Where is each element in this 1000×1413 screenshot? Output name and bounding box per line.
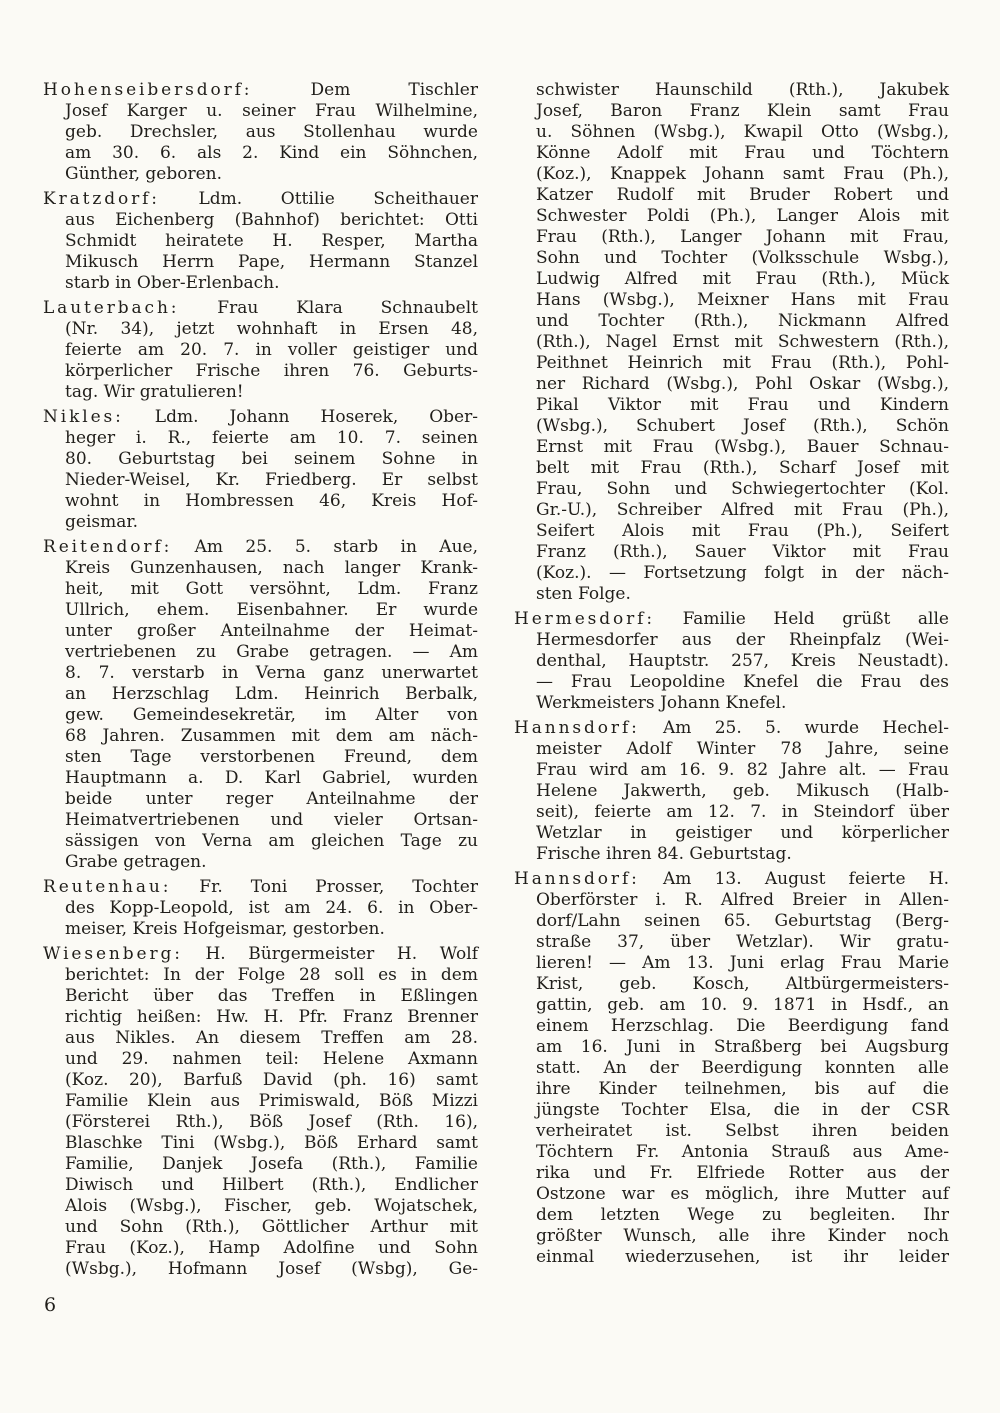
text-line: an Herzschlag Ldm. Heinrich Berbalk, bbox=[65, 684, 478, 704]
page-number: 6 bbox=[44, 1294, 57, 1316]
text-line: Kreis Gunzenhausen, nach langer Krank- bbox=[65, 558, 478, 578]
text-line: Peithnet Heinrich mit Frau (Rth.), Pohl- bbox=[536, 353, 949, 373]
text-line: Töchtern Fr. Antonia Strauß aus Ame- bbox=[536, 1142, 949, 1162]
text-line: geb. Drechsler, aus Stollenhau wurde bbox=[65, 122, 478, 142]
text-line: Hannsdorf: Am 13. August feierte H. bbox=[514, 869, 949, 889]
text-line: meister Adolf Winter 78 Jahre, seine bbox=[536, 739, 949, 759]
news-entry bbox=[43, 944, 478, 1280]
text-line: Pikal Viktor mit Frau und Kindern bbox=[536, 395, 949, 415]
text-line: Lauterbach: Frau Klara Schnaubelt bbox=[43, 298, 478, 318]
text-line: Oberförster i. R. Alfred Breier in Allen- bbox=[536, 890, 949, 910]
text-line: Ostzone war es möglich, ihre Mutter auf bbox=[536, 1184, 949, 1204]
text-line: Familie Klein aus Primiswald, Böß Mizzi bbox=[65, 1091, 478, 1111]
text-line: einem Herzschlag. Die Beerdigung fand bbox=[536, 1016, 949, 1036]
text-line: (Koz.). — Fortsetzung folgt in der näch- bbox=[536, 563, 949, 583]
text-line: heger i. R., feierte am 10. 7. seinen bbox=[65, 428, 478, 448]
text-line: belt mit Frau (Rth.), Scharf Josef mit bbox=[536, 458, 949, 478]
text-line: Frische ihren 84. Geburtstag. bbox=[536, 844, 792, 864]
text-line: feierte am 20. 7. in voller geistiger und bbox=[65, 340, 478, 360]
text-line: Werkmeisters Johann Knefel. bbox=[536, 693, 787, 713]
text-line: (Koz. 20), Barfuß David (ph. 16) samt bbox=[65, 1070, 478, 1090]
text-line: größter Wunsch, alle ihre Kinder noch bbox=[536, 1226, 949, 1246]
news-entry bbox=[514, 869, 949, 1268]
text-line: Blaschke Tini (Wsbg.), Böß Erhard samt bbox=[65, 1133, 478, 1153]
text-line: Krist, geb. Kosch, Altbürgermeisters- bbox=[536, 974, 949, 994]
text-line: geismar. bbox=[65, 512, 139, 532]
text-line: Gr.-U.), Schreiber Alfred mit Frau (Ph.), bbox=[536, 500, 949, 520]
text-line: aus Eichenberg (Bahnhof) berichtet: Otti bbox=[65, 210, 478, 230]
text-line: Franz (Rth.), Sauer Viktor mit Frau bbox=[536, 542, 949, 562]
text-line: denthal, Hauptstr. 257, Kreis Neustadt). bbox=[536, 651, 949, 671]
text-line: und Tochter (Rth.), Nickmann Alfred bbox=[536, 311, 949, 331]
text-line: Frau, Sohn und Schwiegertochter (Kol. bbox=[536, 479, 949, 499]
text-line: straße 37, über Wetzlar). Wir gratu- bbox=[536, 932, 949, 952]
text-line: Grabe getragen. bbox=[65, 852, 207, 872]
text-line: Nieder-Weisel, Kr. Friedberg. Er selbst bbox=[65, 470, 478, 490]
news-entry bbox=[43, 537, 478, 873]
entry-head: Kratzdorf: bbox=[43, 189, 160, 209]
news-entry bbox=[43, 189, 478, 294]
entry-head: Nikles: bbox=[43, 407, 124, 427]
text-line: Schwester Poldi (Ph.), Langer Alois mit bbox=[536, 206, 949, 226]
text-line: am 30. 6. als 2. Kind ein Söhnchen, bbox=[65, 143, 478, 163]
text-line: 80. Geburtstag bei seinem Sohne in bbox=[65, 449, 478, 469]
entry-head: Wiesenberg: bbox=[43, 944, 183, 964]
text-line: und 29. nahmen teil: Helene Axmann bbox=[65, 1049, 478, 1069]
text-line: Hermesdorfer aus der Rheinpfalz (Wei- bbox=[536, 630, 949, 650]
text-line: Kratzdorf: Ldm. Ottilie Scheithauer bbox=[43, 189, 478, 209]
text-line: u. Söhnen (Wsbg.), Kwapil Otto (Wsbg.), bbox=[536, 122, 949, 142]
text-line: Bericht über das Treffen in Eßlingen bbox=[65, 986, 478, 1006]
text-line: Seifert Alois mit Frau (Ph.), Seifert bbox=[536, 521, 949, 541]
entry-head: Hannsdorf: bbox=[514, 869, 640, 889]
news-entry bbox=[514, 80, 949, 605]
text-line: Reutenhau: Fr. Toni Prosser, Tochter bbox=[43, 877, 478, 897]
text-line: am 16. Juni in Straßberg bei Augsburg bbox=[536, 1037, 949, 1057]
text-line: Mikusch Herrn Pape, Hermann Stanzel bbox=[65, 252, 478, 272]
text-line: sässigen von Verna am gleichen Tage zu bbox=[65, 831, 478, 851]
text-line: Alois (Wsbg.), Fischer, geb. Wojatschek, bbox=[65, 1196, 478, 1216]
column-right bbox=[514, 80, 949, 1268]
text-line: wohnt in Hombressen 46, Kreis Hof- bbox=[65, 491, 478, 511]
text-line: (Försterei Rth.), Böß Josef (Rth. 16), bbox=[65, 1112, 478, 1132]
text-line: richtig heißen: Hw. H. Pfr. Franz Brenner bbox=[65, 1007, 478, 1027]
text-line: — Frau Leopoldine Knefel die Frau des bbox=[536, 672, 949, 692]
text-line: aus Nikles. An diesem Treffen am 28. bbox=[65, 1028, 478, 1048]
text-line: Sohn und Tochter (Volksschule Wsbg.), bbox=[536, 248, 949, 268]
column-left bbox=[43, 80, 478, 1280]
text-line: seit), feierte am 12. 7. in Steindorf über bbox=[536, 802, 949, 822]
text-line: und Sohn (Rth.), Göttlicher Arthur mit bbox=[65, 1217, 478, 1237]
text-line: gew. Gemeindesekretär, im Alter von bbox=[65, 705, 478, 725]
text-line: des Kopp-Leopold, ist am 24. 6. in Ober- bbox=[65, 898, 478, 918]
entry-head: Hohenseibersdorf: bbox=[43, 80, 253, 100]
text-line: (Nr. 34), jetzt wohnhaft in Ersen 48, bbox=[65, 319, 478, 339]
text-line: Frau (Koz.), Hamp Adolfine und Sohn bbox=[65, 1238, 478, 1258]
text-line: Hermesdorf: Familie Held grüßt alle bbox=[514, 609, 949, 629]
text-line: Reitendorf: Am 25. 5. starb in Aue, bbox=[43, 537, 478, 557]
text-line: Josef, Baron Franz Klein samt Frau bbox=[536, 101, 949, 121]
text-line: schwister Haunschild (Rth.), Jakubek bbox=[536, 80, 949, 100]
text-line: meiser, Kreis Hofgeismar, gestorben. bbox=[65, 919, 385, 939]
text-line: 68 Jahren. Zusammen mit dem am näch- bbox=[65, 726, 478, 746]
text-line: sten Folge. bbox=[536, 584, 631, 604]
text-line: Hauptmann a. D. Karl Gabriel, wurden bbox=[65, 768, 478, 788]
text-line: Katzer Rudolf mit Bruder Robert und bbox=[536, 185, 949, 205]
text-line: Hohenseibersdorf: Dem Tischler bbox=[43, 80, 478, 100]
text-line: Ernst mit Frau (Wsbg.), Bauer Schnau- bbox=[536, 437, 949, 457]
text-line: (Wsbg.), Hofmann Josef (Wsbg), Ge- bbox=[65, 1259, 478, 1279]
text-line: Günther, geboren. bbox=[65, 164, 222, 184]
text-line: starb in Ober-Erlenbach. bbox=[65, 273, 280, 293]
text-line: Familie, Danjek Josefa (Rth.), Familie bbox=[65, 1154, 478, 1174]
text-line: verheiratet ist. Selbst ihren beiden bbox=[536, 1121, 949, 1141]
text-line: (Wsbg.), Schubert Josef (Rth.), Schön bbox=[536, 416, 949, 436]
text-line: Ullrich, ehem. Eisenbahner. Er wurde bbox=[65, 600, 478, 620]
text-line: körperlicher Frische ihren 76. Geburts- bbox=[65, 361, 478, 381]
text-line: (Rth.), Nagel Ernst mit Schwestern (Rth.), bbox=[536, 332, 949, 352]
news-entry bbox=[43, 80, 478, 185]
text-line: statt. An der Beerdigung konnten alle bbox=[536, 1058, 949, 1078]
text-line: 8. 7. verstarb in Verna ganz unerwartet bbox=[65, 663, 478, 683]
text-line: ner Richard (Wsbg.), Pohl Oskar (Wsbg.), bbox=[536, 374, 949, 394]
text-line: rika und Fr. Elfriede Rotter aus der bbox=[536, 1163, 949, 1183]
entry-head: Reitendorf: bbox=[43, 537, 173, 557]
text-line: heit, mit Gott versöhnt, Ldm. Franz bbox=[65, 579, 478, 599]
text-line: dem letzten Wege zu begleiten. Ihr bbox=[536, 1205, 949, 1225]
text-line: Frau wird am 16. 9. 82 Jahre alt. — Frau bbox=[536, 760, 949, 780]
text-line: Diwisch und Hilbert (Rth.), Endlicher bbox=[65, 1175, 478, 1195]
text-line: beide unter reger Anteilnahme der bbox=[65, 789, 478, 809]
news-entry bbox=[43, 407, 478, 533]
text-line: Könne Adolf mit Frau und Töchtern bbox=[536, 143, 949, 163]
text-line: sten Tage verstorbenen Freund, dem bbox=[65, 747, 478, 767]
news-entry bbox=[43, 877, 478, 940]
text-line: Nikles: Ldm. Johann Hoserek, Ober- bbox=[43, 407, 478, 427]
text-line: jüngste Tochter Elsa, die in der CSR bbox=[536, 1100, 949, 1120]
text-line: dorf/Lahn seinen 65. Geburtstag (Berg- bbox=[536, 911, 949, 931]
text-line: Helene Jakwerth, geb. Mikusch (Halb- bbox=[536, 781, 949, 801]
text-line: Hannsdorf: Am 25. 5. wurde Hechel- bbox=[514, 718, 949, 738]
text-line: Hans (Wsbg.), Meixner Hans mit Frau bbox=[536, 290, 949, 310]
text-line: unter großer Anteilnahme der Heimat- bbox=[65, 621, 478, 641]
text-line: einmal wiederzusehen, ist ihr leider bbox=[536, 1247, 949, 1267]
text-line: Wetzlar in geistiger und körperlicher bbox=[536, 823, 949, 843]
text-line: Josef Karger u. seiner Frau Wilhelmine, bbox=[65, 101, 478, 121]
text-line: (Koz.), Knappek Johann samt Frau (Ph.), bbox=[536, 164, 949, 184]
text-line: Schmidt heiratete H. Resper, Martha bbox=[65, 231, 478, 251]
entry-head: Hannsdorf: bbox=[514, 718, 640, 738]
news-entry bbox=[43, 298, 478, 403]
text-line: lieren! — Am 13. Juni erlag Frau Marie bbox=[536, 953, 949, 973]
entry-head: Reutenhau: bbox=[43, 877, 172, 897]
text-line: Heimatvertriebenen und vieler Ortsan- bbox=[65, 810, 478, 830]
text-line: ihre Kinder teilnehmen, bis auf die bbox=[536, 1079, 949, 1099]
text-line: Frau (Rth.), Langer Johann mit Frau, bbox=[536, 227, 949, 247]
text-line: gattin, geb. am 10. 9. 1871 in Hsdf., an bbox=[536, 995, 949, 1015]
text-line: Wiesenberg: H. Bürgermeister H. Wolf bbox=[43, 944, 478, 964]
text-line: tag. Wir gratulieren! bbox=[65, 382, 244, 402]
entry-head: Lauterbach: bbox=[43, 298, 180, 318]
text-line: vertriebenen zu Grabe getragen. — Am bbox=[65, 642, 478, 662]
text-line: berichtet: In der Folge 28 soll es in dem bbox=[65, 965, 478, 985]
text-line: Ludwig Alfred mit Frau (Rth.), Mück bbox=[536, 269, 949, 289]
news-entry bbox=[514, 718, 949, 865]
entry-head: Hermesdorf: bbox=[514, 609, 655, 629]
news-entry bbox=[514, 609, 949, 714]
